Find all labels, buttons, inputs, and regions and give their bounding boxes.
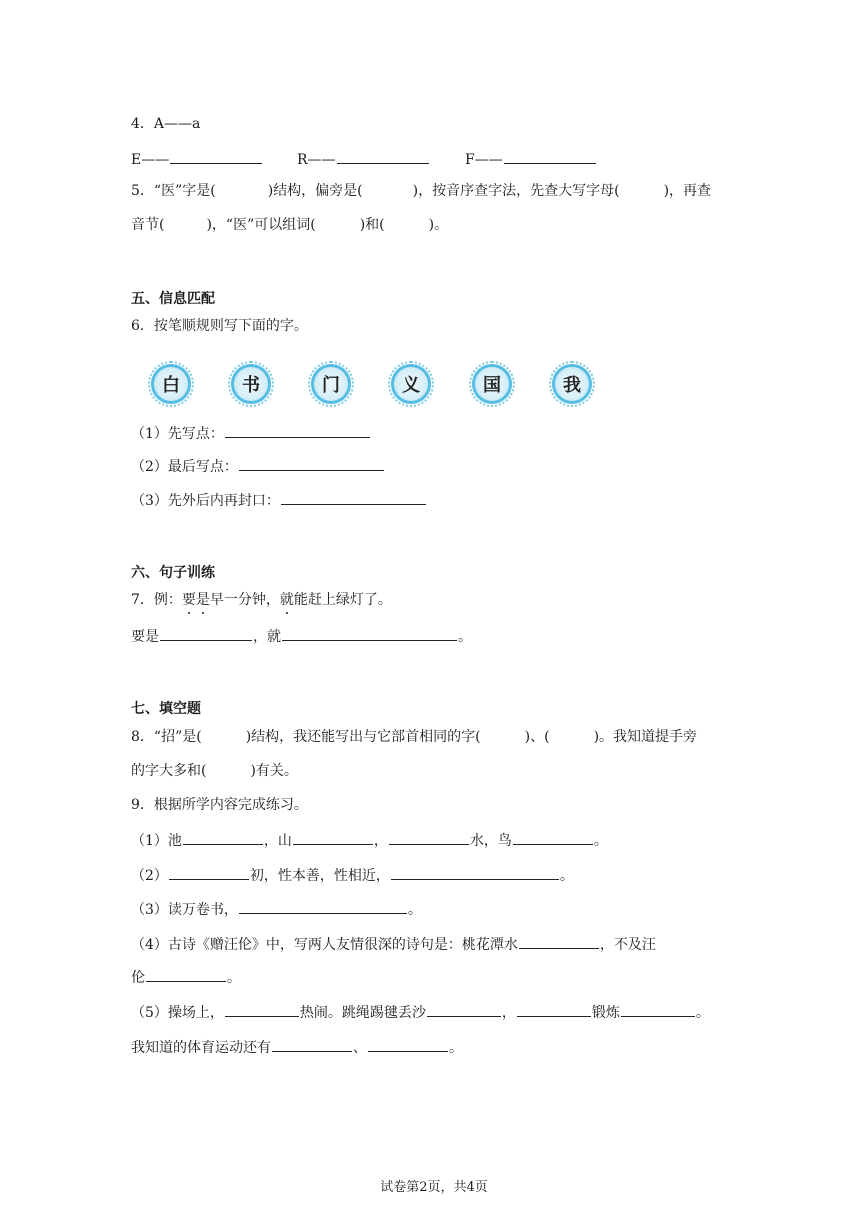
q7-mid: 早一分钟， <box>209 592 280 608</box>
q8-line2 <box>131 762 298 780</box>
q9-item-4-line1 <box>131 934 656 954</box>
q9-5-blank-3[interactable] <box>517 1002 591 1017</box>
q9-item-4-line2 <box>131 967 241 987</box>
char-badge-text: 书 <box>242 375 260 396</box>
char-badge-text: 国 <box>483 375 501 396</box>
char-badge-text: 义 <box>402 375 420 396</box>
q9-text: 我知道的体育运动还有 <box>131 1040 271 1056</box>
q9-text: 。 <box>559 868 574 884</box>
q9-text: ， <box>373 833 388 849</box>
q4-pair-r: R—— <box>297 152 336 168</box>
q4-pair-e: E—— <box>131 152 170 168</box>
q9-text: 。 <box>407 902 422 918</box>
q6-item-2 <box>131 456 385 476</box>
q8-text: )结构，我还能写出与它部首相同的字( <box>245 729 481 745</box>
q7-example <box>131 591 392 609</box>
q9-item-1 <box>131 830 608 850</box>
q4-pairs-row <box>131 149 263 169</box>
char-badge-text: 白 <box>162 375 180 396</box>
q5-text: )，按音序查字法，先查大写字母( <box>412 183 620 199</box>
q6-item-1 <box>131 423 371 443</box>
q5-text: )，再查 <box>663 183 712 199</box>
q5-text: )，“医”可以组词( <box>206 217 316 233</box>
q7-fill-text: ，就 <box>253 629 281 645</box>
q9-text: 锻炼 <box>591 1005 620 1021</box>
q5-text: 5．“医”字是( <box>131 183 216 199</box>
q5-text: )结构，偏旁是( <box>267 183 363 199</box>
q8-line1 <box>131 728 697 746</box>
char-badge-text: 门 <box>322 375 340 396</box>
q9-1-blank-4[interactable] <box>513 830 593 845</box>
q9-text: （2） <box>131 868 168 884</box>
q9-5-blank-2[interactable] <box>427 1002 501 1017</box>
q9-text: （5）操场上， <box>131 1005 224 1021</box>
q9-4-blank-2[interactable] <box>146 967 226 982</box>
q7-emphasis-char: 就 <box>279 592 294 608</box>
q5-text: )。 <box>428 217 449 233</box>
q6-item-3 <box>131 490 427 510</box>
q7-suffix: 能赶上绿灯了。 <box>293 592 392 608</box>
section7-heading: 七、填空题 <box>131 701 201 717</box>
q4-title: 4．A——a <box>131 116 201 132</box>
q9-item-5-line1 <box>131 1002 710 1022</box>
q9-text: （1）池 <box>131 833 182 849</box>
q9-text: 水，鸟 <box>469 833 512 849</box>
q7-fill-text: 。 <box>458 629 472 645</box>
q6-prompt: 6．按笔顺规则写下面的字。 <box>131 318 308 334</box>
q6-item-label: （3）先外后内再封口： <box>131 493 280 509</box>
q9-text: （3）读万卷书， <box>131 902 238 918</box>
q6-item-label: （1）先写点： <box>131 426 224 442</box>
page-footer: 试卷第2页，共4页 <box>380 1180 488 1195</box>
q9-text: ，不及汪 <box>599 937 656 953</box>
q7-blank-2[interactable] <box>282 626 457 641</box>
q7-emphasis-char: 是 <box>195 592 210 608</box>
q7-fill-text: 要是 <box>131 629 159 645</box>
q9-2-blank-1[interactable] <box>169 865 249 880</box>
q6-blank-3[interactable] <box>281 490 426 505</box>
q7-fill <box>131 626 472 646</box>
q4-pair-r-wrap <box>297 149 430 169</box>
q4-blank-f[interactable] <box>504 149 596 164</box>
char-badge-1 <box>151 364 191 404</box>
q9-text: 。 <box>593 833 608 849</box>
q9-text: ，山 <box>263 833 292 849</box>
q9-1-blank-2[interactable] <box>293 830 373 845</box>
q8-text: )、( <box>524 729 550 745</box>
q8-text: 的字大多和( <box>131 763 207 779</box>
char-badge-3 <box>311 364 351 404</box>
q5-line1 <box>131 182 711 200</box>
q9-text: 。 <box>227 970 241 986</box>
q6-blank-2[interactable] <box>239 456 384 471</box>
section6-heading: 六、句子训练 <box>131 565 215 581</box>
q4-pair-f: F—— <box>465 152 503 168</box>
q9-text: 伦 <box>131 970 145 986</box>
q9-text: 初，性本善，性相近， <box>249 868 390 884</box>
q9-text: 。 <box>449 1040 463 1056</box>
char-badge-2 <box>231 364 271 404</box>
q9-5-blank-5[interactable] <box>272 1037 352 1052</box>
q8-text: )有关。 <box>250 763 298 779</box>
q8-text: 8．“招”是( <box>131 729 202 745</box>
q5-line2 <box>131 216 448 234</box>
q7-blank-1[interactable] <box>160 626 252 641</box>
q9-text: 。 <box>695 1005 710 1021</box>
q9-5-blank-1[interactable] <box>225 1002 299 1017</box>
q7-emphasis-char: 要 <box>181 592 196 608</box>
q6-blank-1[interactable] <box>225 423 370 438</box>
q4-blank-e[interactable] <box>170 149 262 164</box>
char-badge-5 <box>472 364 512 404</box>
q9-text: ， <box>501 1005 516 1021</box>
char-badge-4 <box>391 364 431 404</box>
q4-blank-r[interactable] <box>337 149 429 164</box>
char-badge-6 <box>552 364 592 404</box>
section5-heading: 五、信息匹配 <box>131 291 215 307</box>
q9-5-blank-4[interactable] <box>621 1002 695 1017</box>
q9-1-blank-1[interactable] <box>183 830 263 845</box>
q9-item-3 <box>131 899 422 919</box>
q9-4-blank-1[interactable] <box>519 934 599 949</box>
q9-text: 、 <box>353 1040 367 1056</box>
q9-1-blank-3[interactable] <box>389 830 469 845</box>
q4-pair-f-wrap <box>465 149 597 169</box>
q8-text: )。我知道提手旁 <box>593 729 698 745</box>
q6-item-label: （2）最后写点： <box>131 459 238 475</box>
q9-text: （4）古诗《赠汪伦》中，写两人友情很深的诗句是：桃花潭水 <box>131 937 518 953</box>
q5-text: )和( <box>359 217 385 233</box>
q9-prompt: 9．根据所学内容完成练习。 <box>131 797 308 813</box>
q9-5-blank-6[interactable] <box>368 1037 448 1052</box>
q9-item-5-line2 <box>131 1037 463 1057</box>
q5-text: 音节( <box>131 217 165 233</box>
q9-text: 热闹。跳绳踢毽丢沙 <box>299 1005 426 1021</box>
char-badge-text: 我 <box>563 375 581 396</box>
q9-item-2 <box>131 865 574 885</box>
q7-prefix: 7．例： <box>131 592 182 608</box>
q9-2-blank-2[interactable] <box>391 865 559 880</box>
q9-3-blank-1[interactable] <box>239 899 407 914</box>
